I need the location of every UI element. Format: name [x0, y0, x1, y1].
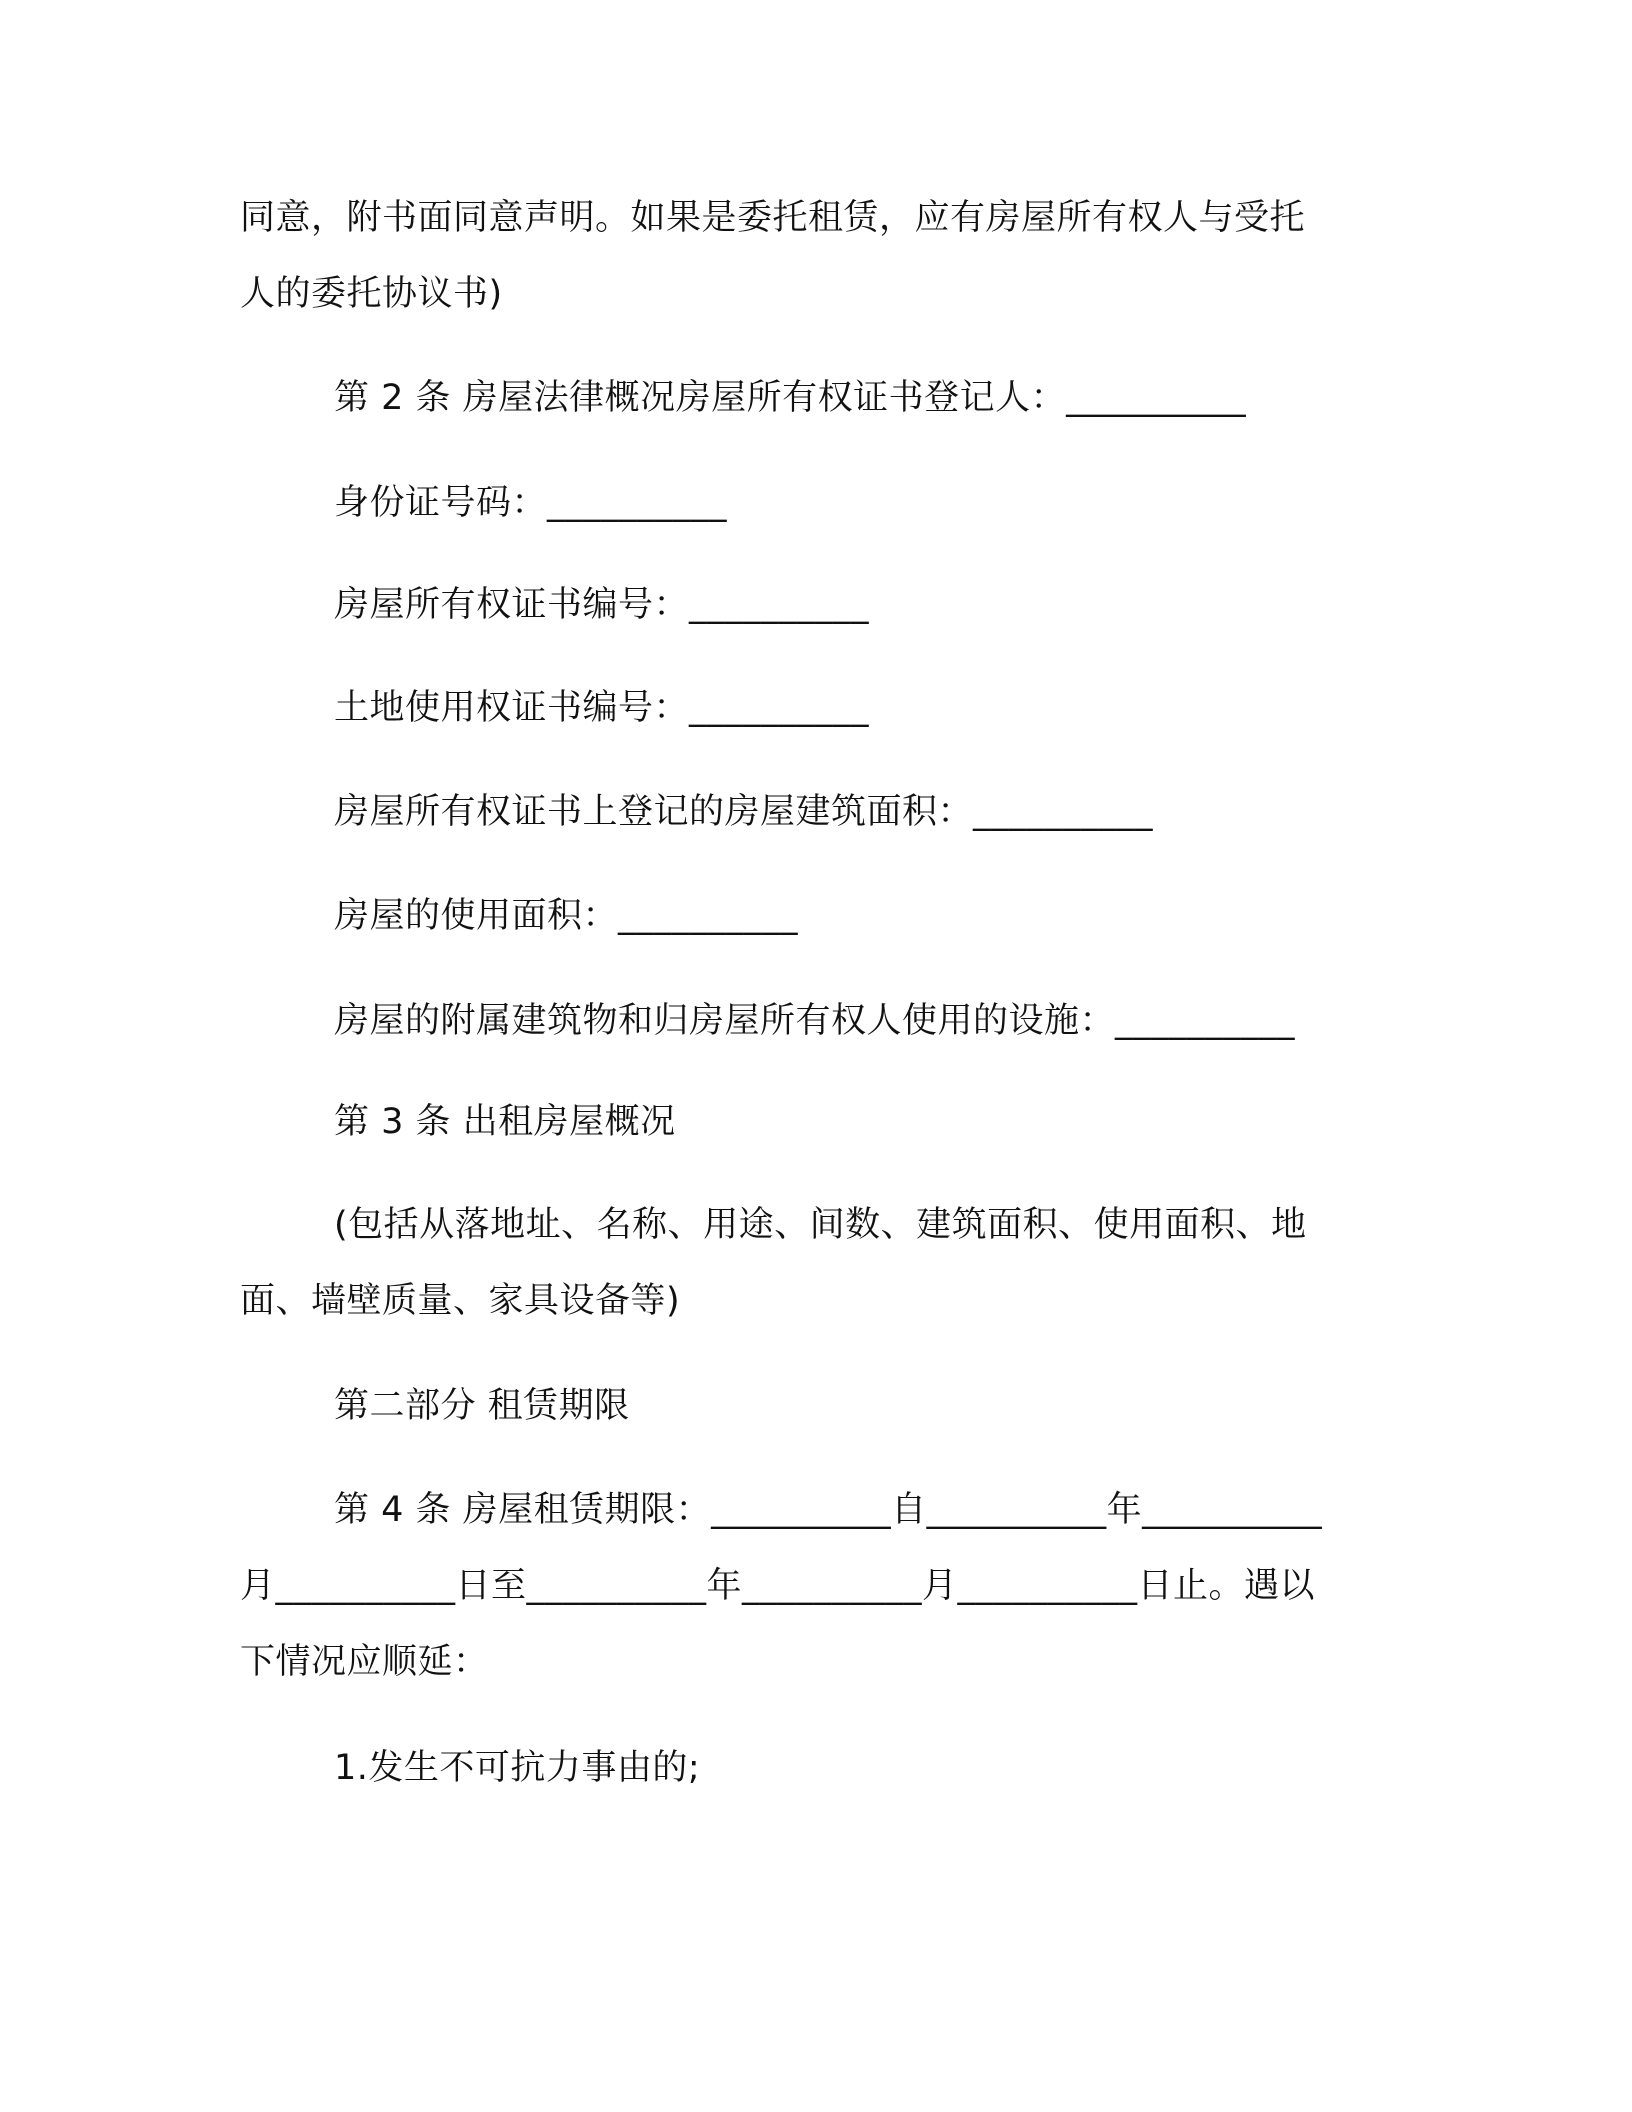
- property-details-line-1: (包括从落地址、名称、用途、间数、建筑面积、使用面积、地: [334, 1205, 1307, 1245]
- paragraph-line-consent: 同意，附书面同意声明。如果是委托租赁，应有房屋所有权人与受托: [240, 198, 1306, 238]
- paragraph-line-entrust-agreement: 人的委托协议书): [240, 274, 503, 314]
- article-2-heading: 第 2 条 房屋法律概况房屋所有权证书登记人：__________: [334, 378, 1247, 418]
- ownership-cert-number-field: 房屋所有权证书编号：__________: [334, 585, 870, 625]
- property-details-line-2: 面、墙壁质量、家具设备等): [240, 1281, 681, 1321]
- article-4-lease-term-line-2: 月__________日至__________年__________月__________日止。遇以: [240, 1566, 1316, 1606]
- article-4-lease-term-line-1: 第 4 条 房屋租赁期限：__________自__________年__________: [334, 1490, 1323, 1530]
- ancillary-facilities-field: 房屋的附属建筑物和归房屋所有权人使用的设施：__________: [334, 1001, 1296, 1041]
- usable-area-field: 房屋的使用面积：__________: [334, 896, 799, 936]
- force-majeure-item: 1.发生不可抗力事由的;: [334, 1748, 701, 1788]
- article-4-lease-term-line-3: 下情况应顺延：: [240, 1642, 489, 1682]
- land-use-cert-number-field: 土地使用权证书编号：__________: [334, 688, 870, 728]
- registered-building-area-field: 房屋所有权证书上登记的房屋建筑面积：__________: [334, 792, 1154, 832]
- article-3-heading: 第 3 条 出租房屋概况: [334, 1102, 676, 1142]
- part-2-heading: 第二部分 租赁期限: [334, 1386, 630, 1426]
- id-number-field: 身份证号码：__________: [334, 483, 728, 523]
